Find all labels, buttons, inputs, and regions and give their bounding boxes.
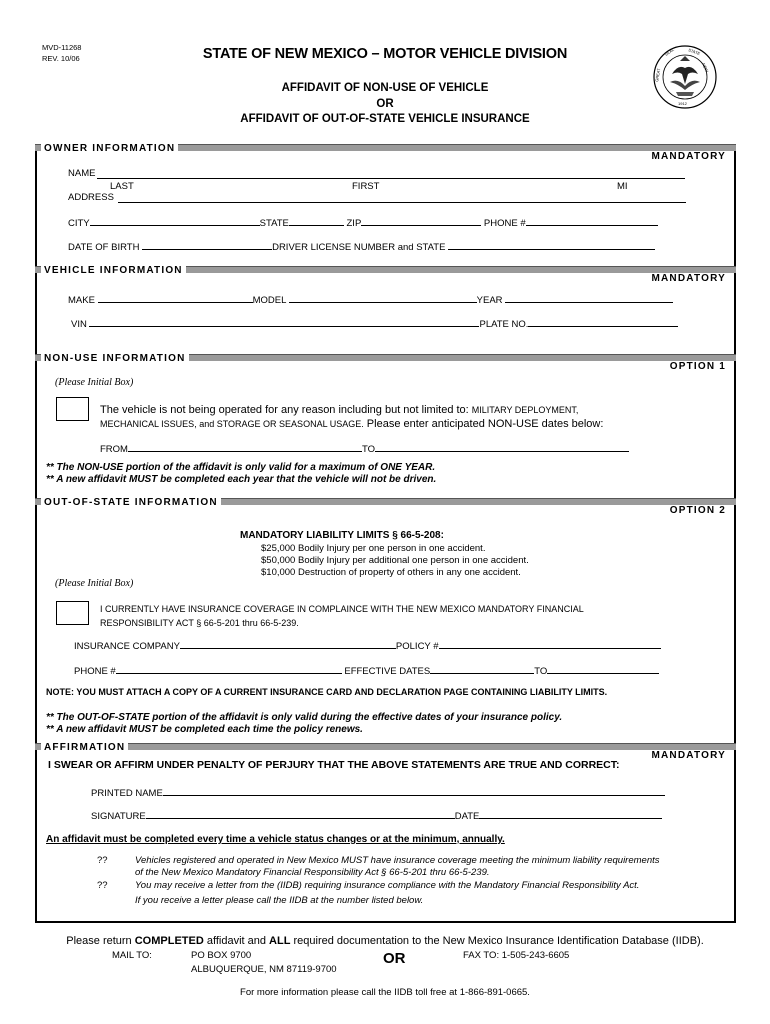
date-label: DATE [454,811,480,822]
dob-row [68,240,655,253]
bullet-1-marker: ?? [97,855,108,866]
nonuse-note-1: ** The NON-USE portion of the affidavit is only valid for a maximum of ONE YEAR. [46,462,436,473]
more-info: For more information please call the IIDB toll free at 1-866-891-0665. [240,987,530,998]
policy-label: POLICY # [395,641,439,652]
zip-label: ZIP [346,218,362,229]
phone-label: PHONE # [483,218,526,229]
mail-to-label: MAIL TO: [112,950,152,961]
bullet-1-line-1: Vehicles registered and operated in New Mexico MUST have insurance coverage meeting the minimum liability requirements [135,855,660,866]
mail-address-2: ALBUQUERQUE, NM 87119-9700 [191,964,337,975]
svg-text:GREAT: GREAT [654,68,662,83]
bullet-2-line-2: If you receive a letter please call the IIDB at the number listed below. [135,895,424,906]
svg-text:SEAL: SEAL [663,46,675,57]
signature-label: SIGNATURE [91,811,146,822]
name-field[interactable] [97,168,685,179]
nonuse-initial-hint: (Please Initial Box) [55,377,134,388]
nonuse-note-2: ** A new affidavit MUST be completed each year that the vehicle will not be driven. [46,474,437,485]
liability-limit-1: $25,000 Bodily Injury per one person in one accident. [261,543,486,554]
oos-statement-2: RESPONSIBILITY ACT § 66-5-201 thru 66-5-239. [100,618,299,628]
to-date-field[interactable] [375,442,629,452]
to-label: TO [361,444,375,455]
bullet-2-line-1: You may receive a letter from the (IIDB) requiring insurance compliance with the Mandatory Financial Responsibility Act. [135,880,640,891]
subtitle-insurance: AFFIDAVIT OF OUT-OF-STATE VEHICLE INSURANCE [240,113,530,125]
return-all: ALL [269,935,291,947]
nonuse-stmt-d: Please enter anticipated NON-USE dates below: [363,418,604,430]
owner-mandatory-tag: MANDATORY [651,151,726,162]
bullet-1-line-2: of the New Mexico Mandatory Financial Responsibility Act § 66-5-201 thru 66-5-239. [135,867,490,878]
nonuse-dates-row [100,442,629,455]
affidavit-requirement: An affidavit must be completed every time a vehicle status changes or at the minimum, annually. [46,834,505,845]
insurance-phone-field[interactable] [116,664,342,674]
make-row [68,293,673,306]
dob-label: DATE OF BIRTH [68,242,140,253]
mail-address-1: PO BOX 9700 [191,950,252,961]
option1-tag: OPTION 1 [669,361,726,372]
owner-section-title: OWNER INFORMATION [41,143,178,154]
svg-text:1912: 1912 [678,101,687,106]
affirmation-mandatory-tag: MANDATORY [651,750,726,761]
return-e: required documentation to the New Mexico Insurance Identification Database (IIDB). [290,935,704,947]
year-field[interactable] [505,293,673,303]
return-instructions [0,935,770,947]
vehicle-section-bar [35,266,736,285]
insurance-company-field[interactable] [180,639,396,649]
form-code: MVD-11268 [42,43,82,52]
signature-date-field[interactable] [479,809,662,819]
from-date-field[interactable] [128,442,362,452]
return-completed: COMPLETED [134,935,204,947]
printed-name-label: PRINTED NAME [91,788,163,799]
svg-text:STATE: STATE [687,47,701,57]
vehicle-section-title: VEHICLE INFORMATION [41,265,186,276]
insurance-phone-row [74,664,659,677]
nonuse-section-title: NON-USE INFORMATION [41,353,189,364]
subtitle-or: OR [376,98,394,110]
liability-limit-3: $10,000 Destruction of property of others in any one accident. [261,567,521,578]
nonuse-stmt-b: MILITARY DEPLOYMENT, [471,405,579,415]
page-title: STATE OF NEW MEXICO – MOTOR VEHICLE DIVISION [202,46,568,62]
from-label: FROM [100,444,128,455]
state-field[interactable] [289,216,344,226]
oos-section-title: OUT-OF-STATE INFORMATION [41,497,221,508]
license-label: DRIVER LICENSE NUMBER and STATE [272,242,446,253]
nonuse-stmt-c: MECHANICAL ISSUES, and STORAGE OR SEASONAL USAGE. [100,419,364,429]
oos-note-1: ** The OUT-OF-STATE portion of the affidavit is only valid during the effective dates of your insurance policy. [46,712,563,723]
oos-section-bar [35,498,736,517]
effective-to-field[interactable] [547,664,659,674]
bullet-2-marker: ?? [97,880,108,891]
nonuse-stmt-a: The vehicle is not being operated for any reason including but not limited to: [100,404,472,416]
svg-text:NEW: NEW [701,62,710,73]
effective-dates-label: EFFECTIVE DATES [344,666,431,677]
swear-statement: I SWEAR OR AFFIRM UNDER PENALTY OF PERJURY THAT THE ABOVE STATEMENTS ARE TRUE AND CORRECT: [48,759,620,771]
liability-limits-title: MANDATORY LIABILITY LIMITS § 66-5-208: [240,530,444,541]
printed-name-field[interactable] [163,786,665,796]
nonuse-section-bar [35,354,736,373]
affirmation-section-title: AFFIRMATION [41,742,128,753]
plate-label: PLATE NO. [479,319,529,330]
policy-field[interactable] [439,639,661,649]
model-label: MODEL [252,295,287,306]
state-seal-icon [652,44,718,110]
plate-field[interactable] [528,317,678,327]
phone-field[interactable] [526,216,658,226]
zip-field[interactable] [361,216,481,226]
oos-initial-box[interactable] [56,601,89,625]
owner-section-bar [35,144,736,163]
subtitle-nonuse: AFFIDAVIT OF NON-USE OF VEHICLE [281,82,489,94]
license-field[interactable] [448,240,655,250]
insurance-row [74,639,661,652]
address-label: ADDRESS [68,192,114,203]
attach-card-note: NOTE: YOU MUST ATTACH A COPY OF A CURRENT INSURANCE CARD AND DECLARATION PAGE CONTAINING LIABILITY LIMITS. [46,687,608,697]
fax-number: FAX TO: 1-505-243-6605 [463,950,570,961]
insurance-company-label: INSURANCE COMPANY [74,641,180,652]
nonuse-statement-1 [100,404,578,416]
effective-to-label: TO [534,666,548,677]
oos-note-2: ** A new affidavit MUST be completed each time the policy renews. [46,724,363,735]
state-label: STATE [259,218,289,229]
nonuse-statement-2 [100,418,603,430]
name-label: NAME [68,168,96,179]
effective-from-field[interactable] [430,664,534,674]
return-c: affidavit and [203,935,270,947]
last-label: LAST [110,181,134,192]
option2-tag: OPTION 2 [669,505,726,516]
vin-label: VIN [71,319,87,330]
mi-label: MI [617,181,628,192]
year-label: YEAR [476,295,503,306]
nonuse-initial-box[interactable] [56,397,89,421]
oos-statement-1: I CURRENTLY HAVE INSURANCE COVERAGE IN COMPLAINCE WITH THE NEW MEXICO MANDATORY FINANCIAL [100,604,584,614]
printed-name-row [91,786,665,799]
footer-or: OR [383,950,406,967]
city-row [68,216,658,229]
make-label: MAKE [68,295,95,306]
city-field[interactable] [90,216,260,226]
dob-field[interactable] [142,240,272,250]
signature-field[interactable] [146,809,455,819]
vehicle-mandatory-tag: MANDATORY [651,273,726,284]
signature-row [91,809,662,822]
first-label: FIRST [352,181,380,192]
city-label: CITY [68,218,90,229]
form-revision: REV. 10/06 [42,54,80,63]
return-a: Please return [66,935,135,947]
liability-limit-2: $50,000 Bodily Injury per additional one person in one accident. [261,555,529,566]
model-field[interactable] [289,293,477,303]
vin-field[interactable] [89,317,479,327]
vin-row [71,317,678,330]
oos-initial-hint: (Please Initial Box) [55,578,134,589]
make-field[interactable] [98,293,253,303]
address-field[interactable] [118,192,686,203]
insurance-phone-label: PHONE # [74,666,116,677]
